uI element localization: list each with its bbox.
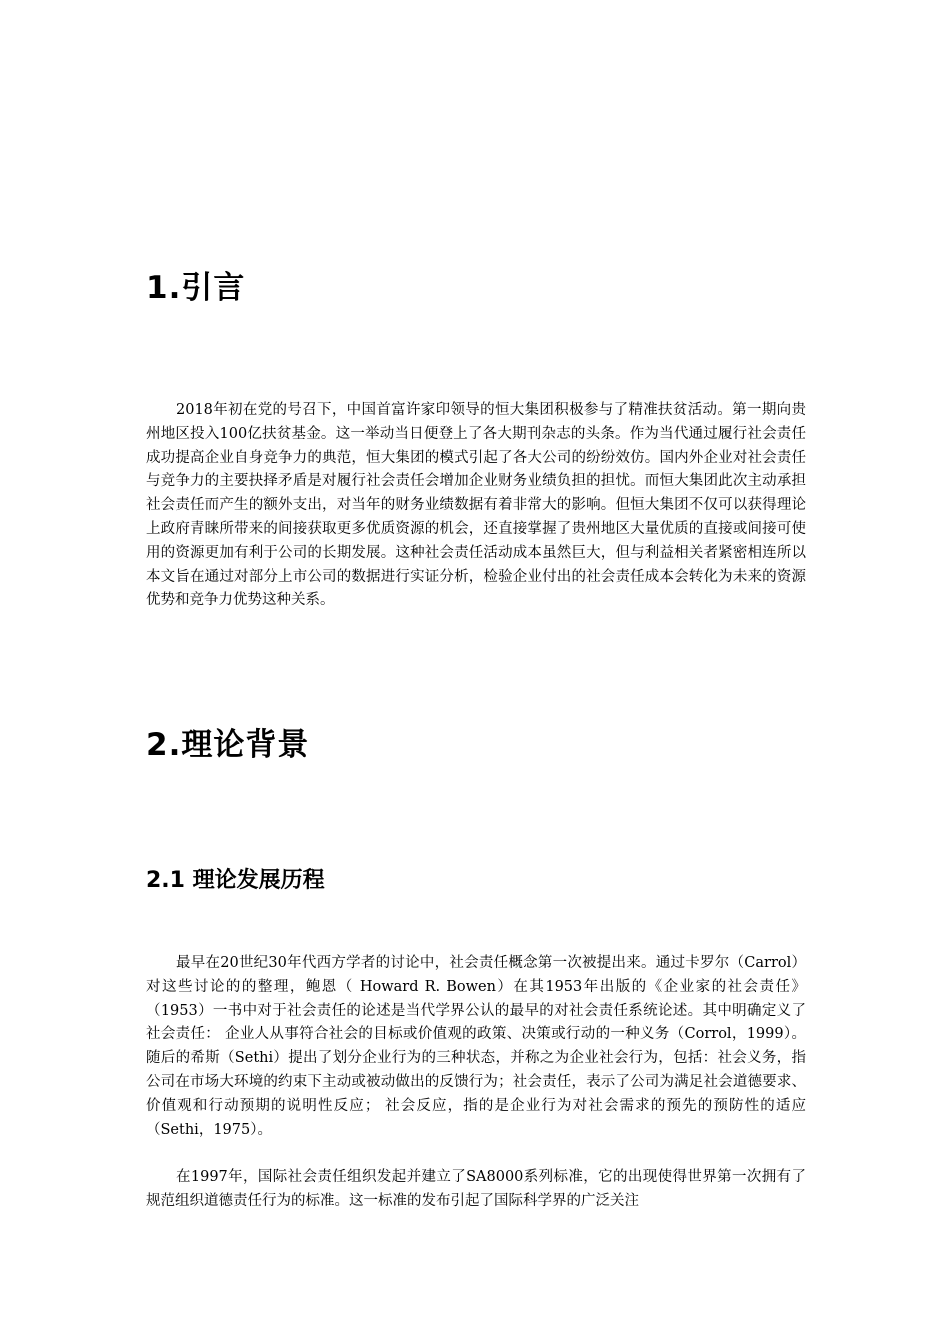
theory-history-paragraph-1: 最早在20世纪30年代西方学者的讨论中，社会责任概念第一次被提出来。通过卡罗尔（Carrol）对这些讨论的的整理，鲍恩（ Howard R. Bowen）在其1953年出版的《企业家的社会责任》（1953）一书中对于社会责任的论述是当代学界公认的最早的对社会责任系统论述。其中明确定义了社会责任： 企业人从事符合社会的目标或价值观的政策、决策或行动的一种义务（Corrol，1999）。随后的希斯（Sethi）提出了划分企业行为的三种状态，并称之为企业社会行为，包括：社会义务，指公司在市场大环境的约束下主动或被动做出的反馈行为；社会责任，表示了公司为满足社会道德要求、价值观和行动预期的说明性反应； 社会反应，指的是企业行为对社会需求的预先的预防性的适应（Sethi，1975）。 [146,955,806,1138]
section-heading-introduction: 1.引言 [146,270,246,306]
section-heading-theory-background: 2.理论背景 [146,727,310,763]
subsection-heading-theory-history: 2.1 理论发展历程 [146,868,325,893]
theory-history-paragraph-2: 在1997年，国际社会责任组织发起并建立了SA8000系列标准，它的出现使得世界第一次拥有了规范组织道德责任行为的标准。这一标准的发布引起了国际科学界的广泛关注 [146,1169,806,1209]
introduction-paragraph: 2018年初在党的号召下，中国首富许家印领导的恒大集团积极参与了精准扶贫活动。第一期向贵州地区投入100亿扶贫基金。这一举动当日便登上了各大期刊杂志的头条。作为当代通过履行社会责任成功提高企业自身竞争力的典范，恒大集团的模式引起了各大公司的纷纷效仿。国内外企业对社会责任与竞争力的主要抉择矛盾是对履行社会责任会增加企业财务业绩负担的担忧。而恒大集团此次主动承担社会责任而产生的额外支出，对当年的财务业绩数据有着非常大的影响。但恒大集团不仅可以获得理论上政府青睐所带来的间接获取更多优质资源的机会，还直接掌握了贵州地区大量优质的直接或间接可使用的资源更加有利于公司的长期发展。这种社会责任活动成本虽然巨大，但与利益相关者紧密相连所以本文旨在通过对部分上市公司的数据进行实证分析，检验企业付出的社会责任成本会转化为未来的资源优势和竞争力优势这种关系。 [146,402,806,609]
